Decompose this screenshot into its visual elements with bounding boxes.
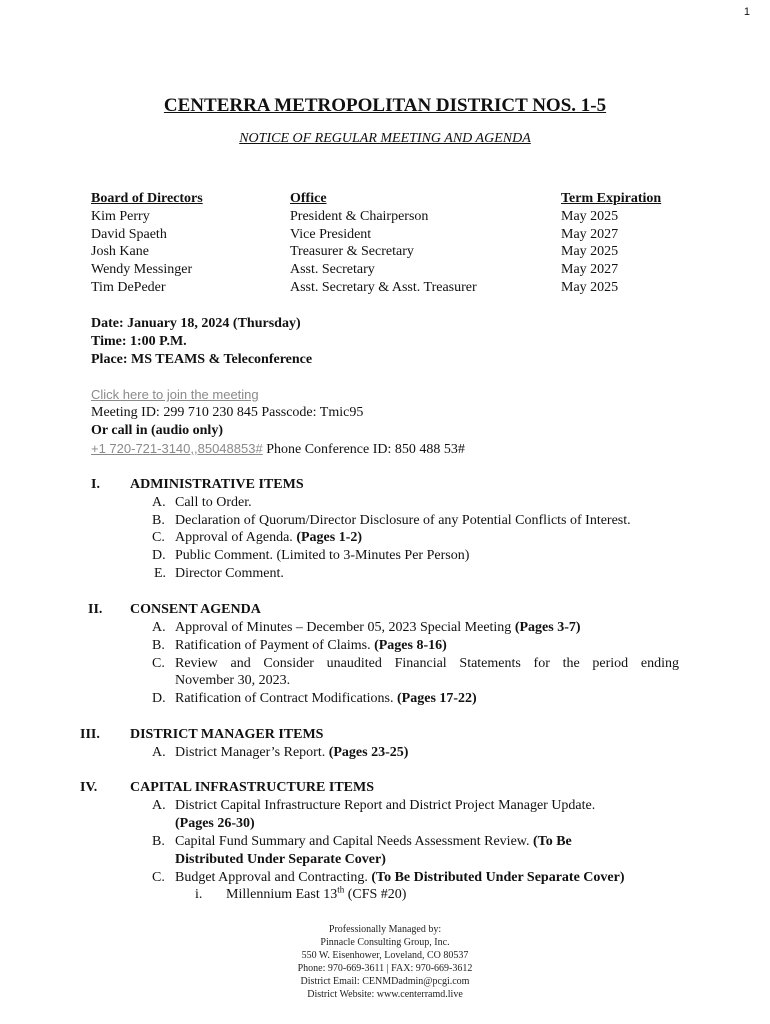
- agenda-item-pages: (Pages 17-22): [397, 691, 477, 706]
- agenda-item-note-continued: Distributed Under Separate Cover): [175, 852, 386, 867]
- agenda-item: [175, 869, 625, 887]
- footer-company: Pinnacle Consulting Group, Inc.: [320, 937, 450, 948]
- board-office: Vice President: [290, 227, 372, 242]
- section-title-consent: CONSENT AGENDA: [130, 602, 261, 617]
- phone-link[interactable]: +1 720-721-3140,,85048853#: [91, 441, 263, 456]
- agenda-item-text: Approval of Agenda.: [175, 530, 297, 545]
- agenda-item-pages: (Pages 23-25): [328, 745, 409, 760]
- agenda-item: Declaration of Quorum/Director Disclosure of any Potential Conflicts of Interest.: [175, 513, 631, 528]
- agenda-item: Director Comment.: [175, 566, 284, 581]
- agenda-item: Call to Order.: [175, 495, 252, 510]
- meeting-place: Place: MS TEAMS & Teleconference: [91, 352, 313, 367]
- item-letter: B.: [152, 834, 165, 849]
- board-office: President & Chairperson: [290, 209, 429, 224]
- board-term: May 2025: [561, 209, 619, 224]
- sub-item: [226, 886, 406, 904]
- sub-item-text: Millennium East 13: [226, 887, 338, 902]
- board-office: Treasurer & Secretary: [290, 244, 414, 259]
- agenda-item: District Capital Infrastructure Report and District Project Manager Update.: [175, 798, 596, 813]
- agenda-item-note: (To Be: [533, 834, 572, 849]
- item-letter: A.: [152, 620, 166, 635]
- section-number: I.: [91, 477, 100, 492]
- agenda-item-text: Budget Approval and Contracting.: [175, 870, 372, 885]
- board-term: May 2027: [561, 262, 619, 277]
- board-header-directors: Board of Directors: [91, 191, 203, 206]
- board-office: Asst. Secretary: [290, 262, 375, 277]
- item-letter: C.: [152, 530, 165, 545]
- agenda-item: [175, 529, 362, 547]
- footer-website: District Website: www.centerramd.live: [307, 989, 463, 1000]
- phone-conference-id: Phone Conference ID: 850 488 53#: [262, 442, 465, 457]
- item-letter: A.: [152, 495, 166, 510]
- sub-item-text-post: (CFS #20): [344, 887, 407, 902]
- board-term: May 2025: [561, 244, 619, 259]
- item-letter: A.: [152, 798, 166, 813]
- section-title-district-manager: DISTRICT MANAGER ITEMS: [130, 727, 324, 742]
- board-name: Kim Perry: [91, 209, 150, 224]
- footer-phone: Phone: 970-669-3611 | FAX: 970-669-3612: [297, 963, 473, 974]
- section-title-administrative: ADMINISTRATIVE ITEMS: [130, 477, 304, 492]
- section-title-capital: CAPITAL INFRASTRUCTURE ITEMS: [130, 780, 375, 795]
- board-name: Wendy Messinger: [91, 262, 193, 277]
- section-number: IV.: [80, 780, 98, 795]
- join-meeting-link[interactable]: Click here to join the meeting: [91, 387, 259, 402]
- item-letter: C.: [152, 870, 165, 885]
- agenda-item-continued: November 30, 2023.: [175, 673, 291, 688]
- item-letter: B.: [152, 513, 165, 528]
- agenda-item-text: Ratification of Contract Modifications.: [175, 691, 398, 706]
- item-letter: A.: [152, 745, 166, 760]
- agenda-item: [175, 637, 447, 655]
- board-name: Tim DePeder: [91, 280, 166, 295]
- board-header-office: Office: [290, 191, 327, 206]
- agenda-item-text: District Manager’s Report.: [175, 745, 329, 760]
- meeting-date: Date: January 18, 2024 (Thursday): [91, 316, 301, 331]
- page-title: CENTERRA METROPOLITAN DISTRICT NOS. 1-5: [163, 95, 607, 116]
- agenda-item: Review and Consider unaudited Financial Statements for the period ending: [175, 656, 679, 671]
- item-letter: E.: [154, 566, 167, 581]
- page-subtitle: NOTICE OF REGULAR MEETING AND AGENDA: [239, 131, 531, 146]
- phone-line: [91, 440, 465, 459]
- section-number: II.: [88, 602, 103, 617]
- agenda-item: [175, 690, 477, 708]
- agenda-item-pages: (Pages 1-2): [296, 530, 363, 545]
- footer-email: District Email: CENMDadmin@pcgi.com: [300, 976, 470, 987]
- board-term: May 2025: [561, 280, 619, 295]
- item-letter: B.: [152, 638, 165, 653]
- meeting-time: Time: 1:00 P.M.: [91, 334, 187, 349]
- call-in-label: Or call in (audio only): [91, 423, 223, 438]
- board-term: May 2027: [561, 227, 619, 242]
- page-number: 1: [743, 6, 750, 18]
- sub-item-number: i.: [195, 887, 203, 902]
- agenda-item-text: Ratification of Payment of Claims.: [175, 638, 375, 653]
- agenda-item: [175, 619, 581, 637]
- agenda-item-pages: (Pages 3-7): [514, 620, 581, 635]
- agenda-item-text: Capital Fund Summary and Capital Needs Assessment Review.: [175, 834, 533, 849]
- footer-address: 550 W. Eisenhower, Loveland, CO 80537: [301, 950, 469, 961]
- footer-managed-by: Professionally Managed by:: [328, 924, 442, 935]
- item-letter: D.: [152, 548, 166, 563]
- section-number: III.: [80, 727, 100, 742]
- agenda-item: [175, 833, 572, 851]
- sub-item-superscript: th: [337, 884, 345, 895]
- agenda-item-pages: (Pages 8-16): [374, 638, 447, 653]
- agenda-item-note: (To Be Distributed Under Separate Cover): [371, 870, 625, 885]
- board-office: Asst. Secretary & Asst. Treasurer: [290, 280, 477, 295]
- agenda-item-text: Approval of Minutes – December 05, 2023 Special Meeting: [175, 620, 515, 635]
- board-name: Josh Kane: [91, 244, 149, 259]
- item-letter: D.: [152, 691, 166, 706]
- agenda-item: Public Comment. (Limited to 3-Minutes Per Person): [175, 548, 470, 563]
- meeting-id: Meeting ID: 299 710 230 845 Passcode: Tmic95: [91, 405, 364, 420]
- item-letter: C.: [152, 656, 165, 671]
- board-header-term: Term Expiration: [561, 191, 662, 206]
- agenda-item: [175, 744, 408, 762]
- board-name: David Spaeth: [91, 227, 167, 242]
- agenda-item-pages: (Pages 26-30): [175, 816, 255, 831]
